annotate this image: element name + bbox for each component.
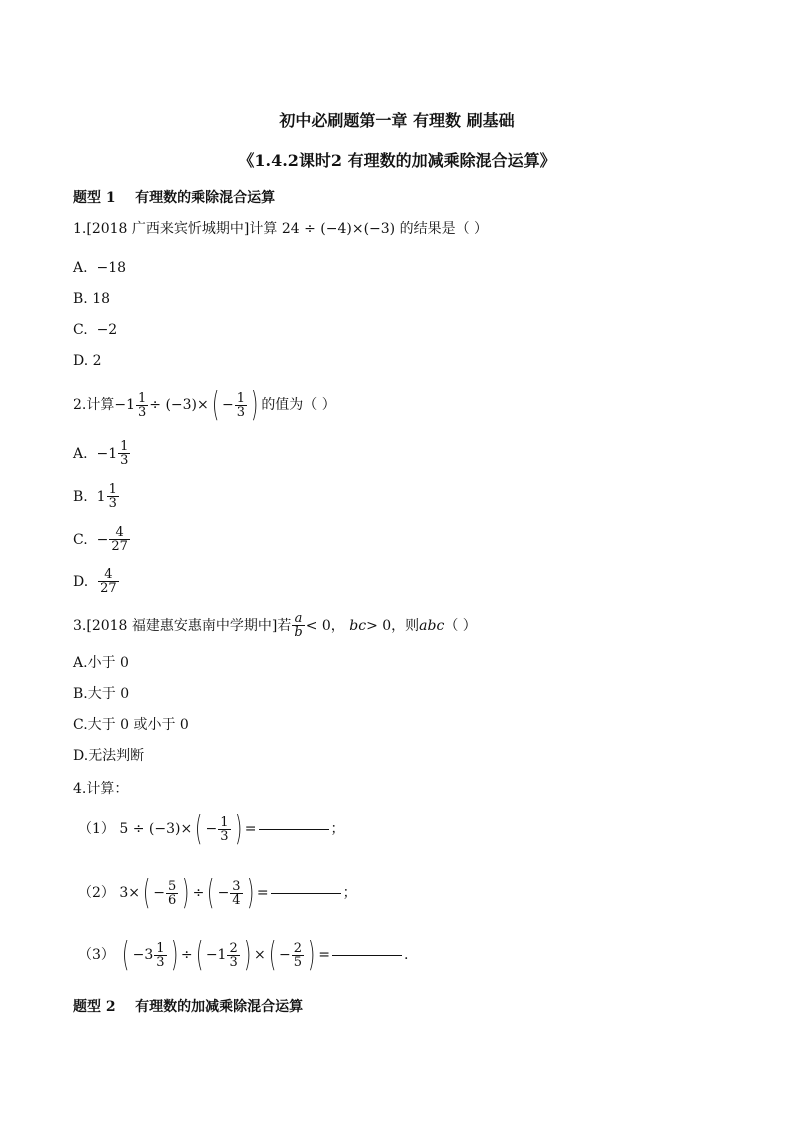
numerator: 1	[236, 390, 246, 406]
part-tag: （2）	[78, 885, 115, 901]
paren-group	[140, 873, 193, 913]
option-key: A.	[73, 260, 88, 276]
paren-group	[204, 873, 257, 913]
option-key: D.	[73, 748, 89, 764]
denominator: 6	[168, 892, 177, 908]
numerator: 1	[138, 390, 147, 406]
q2-paren-group	[209, 385, 262, 425]
option-value: 2	[92, 353, 102, 369]
denominator: 5	[293, 954, 303, 970]
option-fraction	[107, 483, 119, 510]
option-key: B.	[73, 686, 88, 702]
question-2-number: 2.	[73, 397, 87, 413]
page-subtitle: 《1.4.2课时2 有理数的加减乘除混合运算》	[238, 151, 556, 170]
q1-option-a	[73, 259, 126, 277]
denominator: 3	[156, 954, 165, 970]
numerator: 1	[120, 439, 129, 454]
q3-cond1: < 0	[305, 617, 331, 634]
option-key: C.	[73, 531, 88, 548]
question-2-post: 的值为（ ）	[261, 397, 336, 413]
equals: =	[318, 947, 331, 963]
q1-option-d	[73, 352, 102, 370]
operator: ÷	[180, 947, 193, 963]
part-tag: （1）	[78, 821, 115, 837]
right-paren: )	[234, 809, 242, 849]
option-fraction	[109, 526, 130, 553]
option-whole: −1	[96, 445, 118, 462]
numerator: 3	[232, 878, 241, 894]
option-value: 18	[92, 291, 111, 307]
q3-option-b	[73, 685, 129, 703]
question-1	[73, 220, 488, 238]
numerator: 1	[220, 814, 229, 830]
right-paren: )	[170, 935, 178, 975]
q2-fraction-2	[235, 392, 247, 419]
question-2-pre: 计算	[86, 397, 115, 413]
q2-mid: ÷ (−3)×	[149, 397, 209, 413]
q3-option-c	[73, 716, 189, 734]
section-1-title: 有理数的乘除混合运算	[135, 190, 276, 206]
fraction	[227, 942, 239, 969]
right-paren: )	[246, 873, 254, 913]
part-tag: （3）	[78, 947, 115, 963]
question-4-label: 4.计算：	[73, 781, 129, 797]
right-paren: )	[251, 385, 259, 425]
paren-group	[266, 935, 319, 975]
left-paren: (	[195, 809, 203, 849]
denominator: 3	[236, 404, 246, 420]
numerator: 4	[115, 525, 124, 540]
question-1-post: 的结果是（ ）	[395, 221, 489, 237]
right-paren: )	[308, 935, 316, 975]
operator: ÷	[192, 885, 205, 901]
expr-pre: 5 ÷ (−3)×	[119, 821, 193, 837]
q3-cond2-var: bc	[349, 617, 367, 634]
question-3-pre: 若	[277, 617, 292, 634]
question-1-number: 1.	[73, 221, 87, 237]
q3-sep: ，	[330, 617, 345, 634]
left-paren: (	[207, 873, 215, 913]
fraction	[154, 942, 166, 969]
question-3-post: （ ）	[444, 617, 477, 634]
q2-option-b	[73, 483, 120, 510]
option-key: A.	[73, 445, 88, 462]
right-paren: )	[182, 873, 190, 913]
minus-sign: −	[279, 947, 291, 963]
section-1-heading	[73, 187, 275, 207]
minus-sign: −	[217, 885, 230, 901]
left-paren: (	[143, 873, 151, 913]
option-value: 大于 0 或小于 0	[87, 717, 189, 733]
end-punct: ；	[342, 885, 357, 901]
option-value: 小于 0	[87, 655, 129, 671]
equals: =	[256, 885, 269, 901]
numerator: 5	[168, 878, 177, 894]
right-paren: )	[243, 935, 252, 975]
equals: =	[244, 821, 257, 837]
option-fraction	[98, 568, 119, 595]
numerator: a	[294, 611, 303, 626]
end-punct: .	[404, 947, 409, 963]
option-whole: 1	[96, 488, 106, 505]
operator: ×	[254, 947, 266, 963]
q1-option-b	[73, 290, 110, 308]
whole-part: −3	[132, 947, 154, 963]
denominator: 3	[138, 404, 147, 420]
fraction	[292, 942, 304, 969]
question-3-number: 3.	[73, 617, 87, 634]
q3-option-a	[73, 654, 129, 672]
option-key: B.	[73, 291, 88, 307]
q2-lead: −1	[114, 397, 135, 413]
numerator: 2	[229, 940, 238, 956]
denominator: 3	[108, 496, 117, 511]
question-1-expression: 24 ÷ (−4)×(−3)	[281, 221, 396, 237]
denominator: 3	[120, 453, 129, 468]
left-paren: (	[268, 935, 277, 975]
denominator: 3	[229, 954, 238, 970]
question-3-source: [2018 福建惠安惠南中学期中]	[86, 617, 278, 634]
minus-sign: −	[222, 397, 234, 413]
option-value: 大于 0	[87, 686, 130, 702]
expr-pre: 3×	[119, 885, 141, 901]
q4-part-3	[78, 935, 409, 975]
answer-blank[interactable]	[332, 955, 402, 956]
paren-group	[119, 935, 180, 975]
option-value: −2	[96, 322, 118, 338]
minus-sign: −	[153, 885, 166, 901]
option-key: C.	[73, 717, 88, 733]
section-2-label: 题型 2	[73, 999, 116, 1015]
option-key: A.	[73, 655, 88, 671]
question-3	[73, 612, 477, 639]
numerator: 2	[293, 940, 303, 956]
question-1-pre: 计算	[249, 221, 282, 237]
q3-fraction	[292, 612, 304, 639]
question-1-source: [2018 广西来宾忻城期中]	[86, 221, 250, 237]
left-paren: (	[122, 935, 130, 975]
whole-part: −1	[205, 947, 227, 963]
q4-part-1	[78, 809, 345, 849]
end-punct: ；	[330, 821, 345, 837]
answer-blank[interactable]	[271, 893, 341, 894]
minus-sign: −	[205, 821, 218, 837]
option-value: −18	[96, 260, 127, 276]
answer-blank[interactable]	[259, 829, 329, 830]
option-value: 无法判断	[88, 748, 145, 764]
fraction	[218, 816, 230, 843]
q2-option-d	[73, 568, 120, 595]
option-key: D.	[73, 573, 89, 590]
paren-group	[193, 935, 254, 975]
fraction	[166, 880, 178, 907]
left-paren: (	[195, 935, 203, 975]
q3-cond2: > 0	[366, 617, 392, 634]
option-key: B.	[73, 488, 88, 505]
left-paren: (	[211, 385, 220, 425]
denominator: 27	[100, 581, 117, 596]
fraction	[230, 880, 242, 907]
option-key: C.	[73, 322, 88, 338]
denominator: 3	[220, 828, 229, 844]
numerator: 4	[104, 567, 113, 582]
page-title: 初中必刷题第一章 有理数 刷基础	[279, 111, 515, 130]
numerator: 1	[156, 940, 165, 956]
option-sign: −	[96, 531, 109, 548]
q3-option-d	[73, 747, 144, 765]
denominator: 4	[232, 892, 241, 908]
denominator: b	[294, 625, 303, 640]
paren-group	[192, 809, 245, 849]
q2-fraction-1	[136, 392, 148, 419]
section-2-heading	[73, 996, 303, 1016]
q3-target: abc	[419, 617, 445, 634]
section-1-label: 题型 1	[73, 190, 116, 206]
option-key: D.	[73, 353, 89, 369]
option-fraction	[118, 440, 130, 467]
numerator: 1	[108, 482, 117, 497]
q1-option-c	[73, 321, 117, 339]
q2-option-a	[73, 440, 131, 467]
section-2-title: 有理数的加减乘除混合运算	[135, 999, 304, 1015]
q4-part-2	[78, 873, 357, 913]
q3-mid: ，则	[391, 617, 420, 634]
question-2	[73, 385, 336, 425]
q2-option-c	[73, 526, 131, 553]
denominator: 27	[111, 539, 128, 554]
